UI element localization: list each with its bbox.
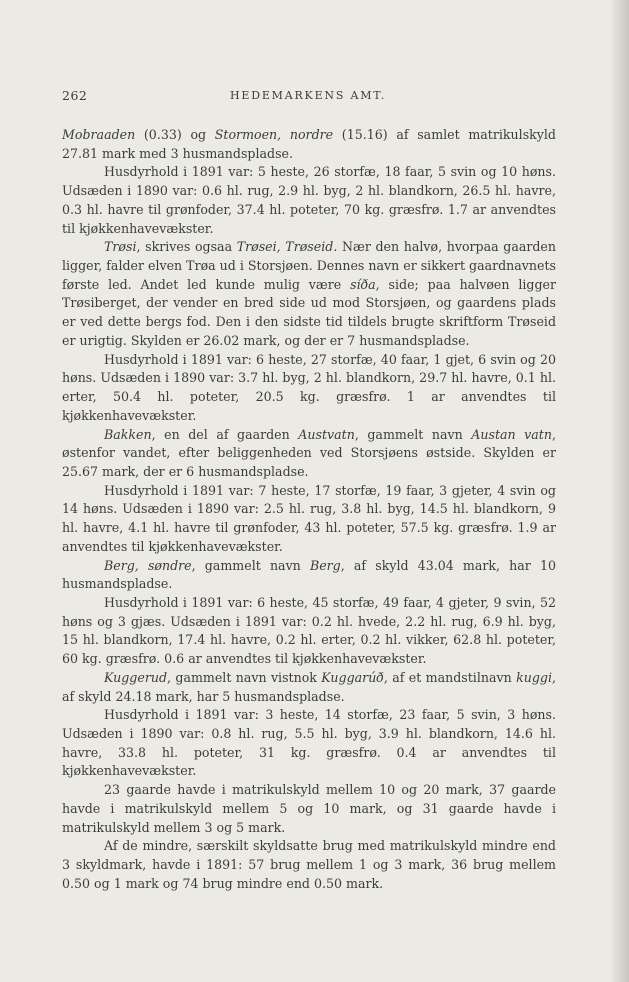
text-run: , østenfor vandet, efter beliggenheden ved Storsjøens østside. Skylden er 25.67 mark, der er 6 husmandspladse. <box>62 426 556 479</box>
italic-run: Trøsei, Trøseid. <box>236 239 338 255</box>
italic-run: Stormoen, nordre <box>214 127 334 142</box>
italic-run: Austvatn <box>298 426 355 442</box>
text-run: (15.16) af samlet matrikulskyld 27.81 mark med 3 husmandspladse. <box>62 127 556 161</box>
text-run: , af skyld 24.18 mark, har 5 husmandspladse. <box>62 669 556 704</box>
paragraph <box>62 351 556 426</box>
italic-run: Mobraaden <box>62 127 136 142</box>
text-run: Husdyrhold i 1891 var: 5 heste, 26 storfæ, 18 faar, 5 svin og 10 høns. Udsæden i 1890 var: 0.6 hl. rug, 2.9 hl. byg, 2 hl. blandkorn, 26.5 hl. havre, 0.3 hl. havre til grønfoder, 37.4 hl. poteter, 70 kg. græsfrø. 1.7 ar anvendtes til kjøkkenhavevækster. <box>62 164 556 236</box>
text-run: , gammelt navn <box>191 557 310 573</box>
paragraph <box>62 669 556 706</box>
paragraph <box>62 126 556 163</box>
text-run: Nær den halvø, hvorpaa gaarden ligger, falder elven Trøa ud i Storsjøen. Dennes navn er sikkert gaardnavnets første led. Andet led kunde mulig være <box>62 239 557 292</box>
italic-run: Kuggerud <box>104 669 168 685</box>
paragraph <box>62 557 556 594</box>
text-run: , skrives ogsaa <box>136 239 237 255</box>
text-run: Af de mindre, særskilt skyldsatte brug med matrikulskyld mindre end 3 skyldmark, havde i 1891: 57 brug mellem 1 og 3 mark, 36 brug mellem 0.50 og 1 mark og 74 brug mindre end 0.50 mark. <box>62 838 556 891</box>
paragraph <box>62 781 556 837</box>
text-run: Husdyrhold i 1891 var: 3 heste, 14 storfæ, 23 faar, 5 svin, 3 høns. Udsæden i 1890 var: 0.8 hl. rug, 5.5 hl. byg, 3.9 hl. blandkorn, 14.6 hl. havre, 33.8 hl. poteter, 31 kg. græsfrø. 0.4 ar anvendtes til kjøkkenhavevækster. <box>62 707 556 779</box>
page-edge-shadow <box>612 0 629 982</box>
paragraph <box>62 837 556 893</box>
italic-run: Kuggarúð <box>321 669 384 685</box>
page-number: 262 <box>62 88 88 103</box>
text-run: , af skyld 43.04 mark, har 10 husmandspladse. <box>62 557 556 592</box>
italic-run: Berg, søndre <box>104 557 192 573</box>
italic-run: Trøsi <box>104 239 137 255</box>
paragraph <box>62 238 556 350</box>
text-run: , gammelt navn vistnok <box>167 669 322 685</box>
text-run: , en del af gaarden <box>151 426 299 442</box>
paragraph <box>62 426 556 482</box>
text-run: 23 gaarde havde i matrikulskyld mellem 10 og 20 mark, 37 gaarde havde i matrikulskyld mellem 5 og 10 mark, og 31 gaarde havde i matrikulskyld mellem 3 og 5 mark. <box>62 782 556 835</box>
italic-run: Bakken <box>104 426 152 442</box>
paragraph <box>62 163 556 238</box>
italic-run: kuggi <box>516 669 552 685</box>
italic-run: Austan vatn <box>471 426 552 442</box>
paragraph <box>62 594 556 669</box>
text-run: , gammelt navn <box>354 426 472 442</box>
text-run: , af et mandstilnavn <box>383 669 517 685</box>
running-title: HEDEMARKENS AMT. <box>230 89 387 102</box>
text-run: , side; paa halvøen ligger Trøsiberget, der vender en bred side ud mod Storsjøen, og gaardens plads er ved dette bergs fod. Den i den sidste tid tildels brugte skriftform Trøseid er urigtig. Skylden er 26.02 mark, og der er 7 husmandspladse. <box>62 276 556 348</box>
paragraph <box>62 482 556 557</box>
page-header <box>62 88 556 106</box>
text-run: (0.33) og <box>135 127 215 142</box>
italic-run: síða <box>350 276 376 292</box>
text-run: Husdyrhold i 1891 var: 6 heste, 45 storfæ, 49 faar, 4 gjeter, 9 svin, 52 høns og 3 gjæs. Udsæden i 1891 var: 0.2 hl. hvede, 2.2 hl. rug, 6.9 hl. byg, 15 hl. blandkorn, 17.4 hl. havre, 0.2 hl. erter, 0.2 hl. vikker, 62.8 hl. poteter, 60 kg. græsfrø. 0.6 ar anvendtes til kjøkkenhavevækster. <box>62 594 556 667</box>
text-run: Husdyrhold i 1891 var: 7 heste, 17 storfæ, 19 faar, 3 gjeter, 4 svin og 14 høns. Udsæden i 1890 var: 2.5 hl. rug, 3.8 hl. byg, 14.5 hl. blandkorn, 9 hl. havre, 4.1 hl. havre til grønfoder, 43 hl. poteter, 57.5 kg. græsfrø. 1.9 ar anvendtes til kjøkkenhavevækster. <box>62 482 556 554</box>
body-text <box>62 126 556 893</box>
italic-run: Berg <box>309 557 341 573</box>
text-run: Husdyrhold i 1891 var: 6 heste, 27 storfæ, 40 faar, 1 gjet, 6 svin og 20 høns. Udsæden i 1890 var: 3.7 hl. byg, 2 hl. blandkorn, 29.7 hl. havre, 0.1 hl. erter, 50.4 hl. poteter, 20.5 kg. græsfrø. 1 ar anvendtes til kjøkkenhavevækster. <box>62 351 556 423</box>
paragraph <box>62 706 556 781</box>
